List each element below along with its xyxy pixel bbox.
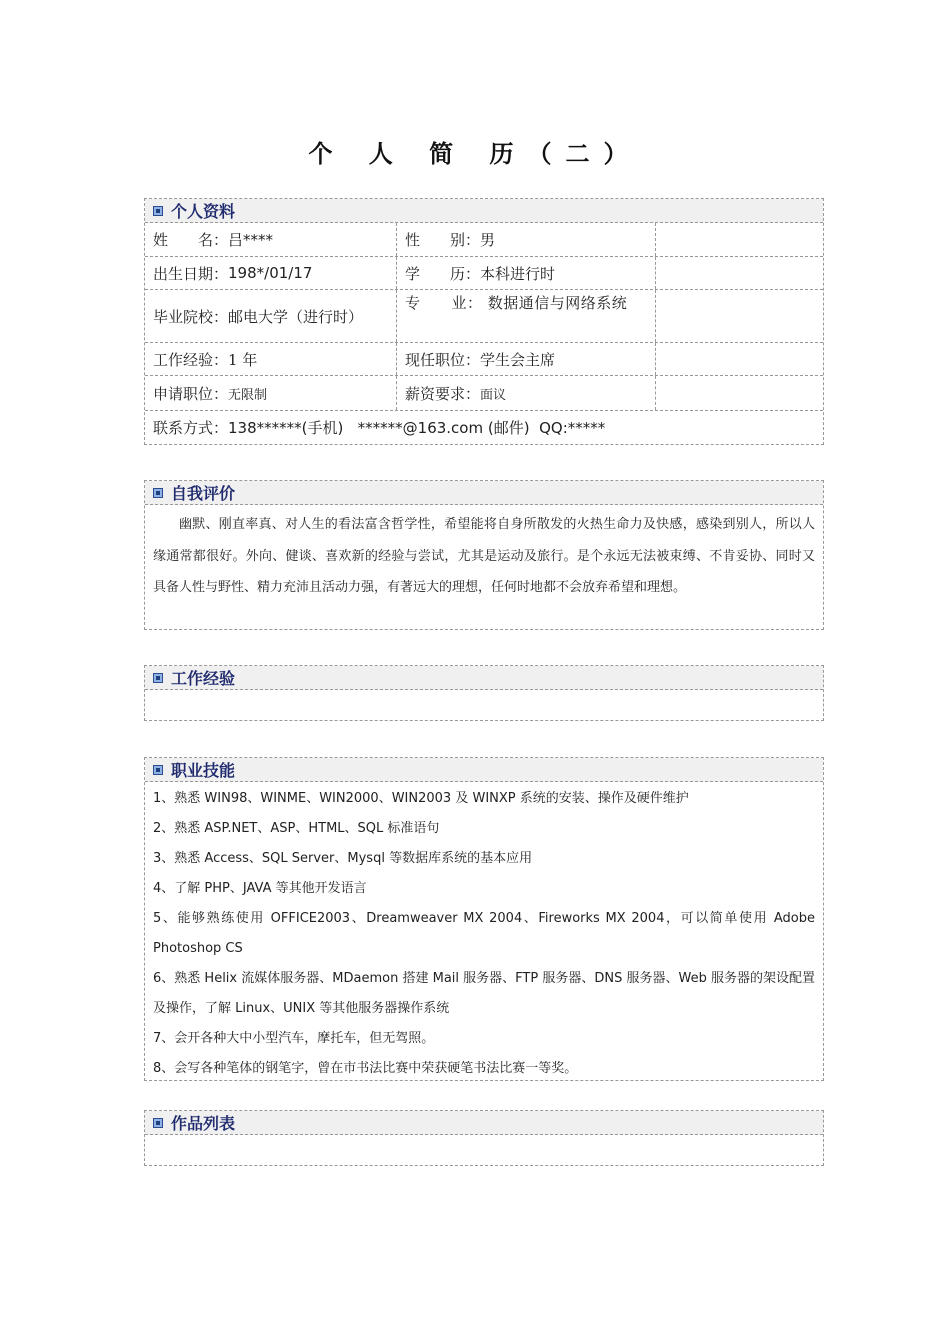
school-cell bbox=[145, 290, 397, 342]
name-label: 姓 名： bbox=[153, 231, 229, 249]
apply-value: 无限制 bbox=[228, 387, 268, 403]
skill-item: 1、熟悉 WIN98、WINME、WIN2000、WIN2003 及 WINXP 系统的安装、操作及硬件维护 bbox=[153, 791, 689, 806]
position-label: 现任职位： bbox=[405, 350, 481, 369]
section-bullet-icon bbox=[153, 765, 163, 775]
skills-section bbox=[144, 757, 824, 1081]
salary-cell bbox=[397, 376, 656, 410]
page-title: 个 人 简 历（二） bbox=[308, 140, 642, 168]
gender-value: 男 bbox=[480, 231, 496, 249]
skills-list bbox=[145, 782, 823, 1088]
major-cell bbox=[397, 290, 656, 342]
photo-cell bbox=[656, 343, 823, 375]
position-cell bbox=[397, 343, 656, 375]
birth-value: 198*/01/17 bbox=[228, 264, 313, 282]
birth-label: 出生日期： bbox=[153, 264, 229, 283]
section-title: 自我评价 bbox=[171, 484, 236, 503]
skill-item: 3、熟悉 Access、SQL Server、Mysql 等数据库系统的基本应用 bbox=[153, 851, 533, 866]
section-bullet-icon bbox=[153, 488, 163, 498]
gender-label: 性 别： bbox=[405, 231, 481, 249]
photo-cell bbox=[656, 223, 823, 256]
section-bullet-icon bbox=[153, 206, 163, 216]
section-heading bbox=[145, 199, 823, 223]
works-list-section bbox=[144, 1110, 824, 1166]
contact-value: 138******(手机) ******@163.com (邮件) QQ:***** bbox=[228, 419, 606, 437]
education-value: 本科进行时 bbox=[480, 264, 556, 283]
position-value: 学生会主席 bbox=[480, 350, 556, 369]
section-title: 作品列表 bbox=[171, 1114, 236, 1133]
skill-item: 2、熟悉 ASP.NET、ASP、HTML、SQL 标准语句 bbox=[153, 821, 440, 836]
works-list-body bbox=[145, 1135, 823, 1163]
experience-cell bbox=[145, 343, 397, 375]
personal-info-section bbox=[144, 198, 824, 445]
info-row bbox=[145, 223, 823, 257]
skill-item: 7、会开各种大中小型汽车，摩托车，但无驾照。 bbox=[153, 1031, 435, 1046]
name-value: 吕**** bbox=[228, 231, 274, 249]
work-experience-section bbox=[144, 665, 824, 721]
contact-row bbox=[145, 411, 823, 444]
section-title: 工作经验 bbox=[171, 669, 236, 688]
skill-item: 5、能够熟练使用 OFFICE2003、Dreamweaver MX 2004、Fireworks MX 2004，可以简单使用 Adobe Photoshop CS bbox=[153, 911, 815, 956]
section-heading bbox=[145, 481, 823, 505]
photo-cell bbox=[656, 376, 823, 410]
section-title: 个人资料 bbox=[171, 202, 236, 221]
experience-label: 工作经验： bbox=[153, 350, 229, 369]
birth-cell bbox=[145, 257, 397, 289]
section-heading bbox=[145, 666, 823, 690]
major-label: 专 业： bbox=[405, 294, 483, 312]
skill-item: 8、会写各种笔体的钢笔字，曾在市书法比赛中荣获硬笔书法比赛一等奖。 bbox=[153, 1061, 578, 1076]
education-label: 学 历： bbox=[405, 264, 481, 283]
education-cell bbox=[397, 257, 656, 289]
work-experience-body bbox=[145, 690, 823, 718]
skill-item: 4、了解 PHP、JAVA 等其他开发语言 bbox=[153, 881, 367, 896]
school-value: 邮电大学（进行时） bbox=[228, 307, 364, 326]
major-value: 数据通信与网络系统 bbox=[487, 294, 628, 312]
section-heading bbox=[145, 758, 823, 782]
self-evaluation-text: 幽默、刚直率真、对人生的看法富含哲学性，希望能将自身所散发的火热生命力及快感，感染到别人，所以人缘通常都很好。外向、健谈、喜欢新的经验与尝试，尤其是运动及旅行。是个永远无法被束缚、不肯妥协、同时又具备人性与野性、精力充沛且活动力强，有著远大的理想，任何时地都不会放弃希望和理想。 bbox=[153, 517, 815, 595]
gender-cell bbox=[397, 223, 656, 256]
section-title: 职业技能 bbox=[171, 761, 236, 780]
photo-cell bbox=[656, 257, 823, 289]
skill-item: 6、熟悉 Helix 流媒体服务器、MDaemon 搭建 Mail 服务器、FTP 服务器、DNS 服务器、Web 服务器的架设配置及操作，了解 Linux、UNIX 等其他服务器操作系统 bbox=[153, 971, 815, 1016]
school-label: 毕业院校： bbox=[153, 307, 229, 326]
info-row bbox=[145, 343, 823, 376]
info-row bbox=[145, 257, 823, 290]
self-evaluation-section bbox=[144, 480, 824, 630]
section-heading bbox=[145, 1111, 823, 1135]
apply-label: 申请职位： bbox=[153, 384, 229, 403]
section-bullet-icon bbox=[153, 1118, 163, 1128]
experience-value: 1 年 bbox=[228, 350, 258, 369]
apply-cell bbox=[145, 376, 397, 410]
info-row bbox=[145, 376, 823, 411]
photo-cell bbox=[656, 290, 823, 342]
name-cell bbox=[145, 223, 397, 256]
info-row bbox=[145, 290, 823, 343]
contact-label: 联系方式： bbox=[153, 419, 229, 437]
salary-label: 薪资要求： bbox=[405, 384, 481, 403]
salary-value: 面议 bbox=[480, 387, 507, 403]
section-bullet-icon bbox=[153, 673, 163, 683]
